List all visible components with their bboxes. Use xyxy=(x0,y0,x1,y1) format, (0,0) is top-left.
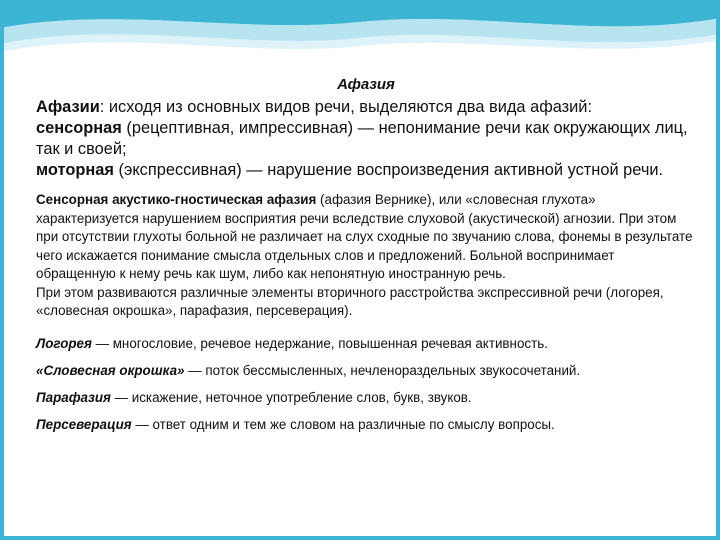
acoustic-paragraph-2: При этом развиваются различные элементы вторичного расстройства экспрессивной речи (логорея, «словесная окрошка», парафазия, персеверация). xyxy=(36,284,664,318)
acoustic-paragraph xyxy=(36,191,696,284)
definition-term: «Словесная окрошка» xyxy=(36,362,185,378)
definition-item xyxy=(36,362,696,380)
definition-item xyxy=(36,335,696,353)
motor-text: (экспрессивная) — нарушение воспроизведения активной устной речи. xyxy=(113,161,664,179)
definition-term: Персеверация xyxy=(36,416,132,432)
sensory-term: сенсорная xyxy=(36,119,122,137)
definition-text: — искажение, неточное употребление слов, букв, звуков. xyxy=(110,389,472,405)
slide-title: Афазия xyxy=(337,76,395,93)
left-border xyxy=(0,0,4,540)
acoustic-text: (афазия Вернике), или «словесная глухота» характеризуется нарушением восприятия речи вследствие слуховой (акустической) агнозии. При этом при отсутствии глухоты больной не различает на слух сходные по звучанию слова, фонемы в результате чего искажается понимание смысла отдельных слов и предложений. Больной воспринимает обращенную к нему речь как шум, либо как непонятную иностранную речь. xyxy=(36,192,693,281)
definition-item xyxy=(36,416,696,434)
acoustic-block xyxy=(36,191,696,321)
definition-term: Логорея xyxy=(36,335,92,351)
definition-term: Парафазия xyxy=(36,389,111,405)
definition-text: — ответ одним и тем же словом на различные по смыслу вопросы. xyxy=(131,416,555,432)
definition-item xyxy=(36,389,696,407)
motor-term: моторная xyxy=(36,161,114,179)
acoustic-term: Сенсорная акустико-гностическая афазия xyxy=(36,192,317,207)
intro-paragraph xyxy=(36,97,696,118)
bottom-border xyxy=(0,536,720,540)
slide-content xyxy=(36,76,696,434)
wave-decoration xyxy=(0,0,720,80)
definition-text: — поток бессмысленных, нечленораздельных звукосочетаний. xyxy=(184,362,581,378)
definition-text: — многословие, речевое недержание, повышенная речевая активность. xyxy=(91,335,548,351)
sensory-text: (рецептивная, импрессивная) — непонимание речи как окружающих лиц, так и своей; xyxy=(36,119,688,158)
intro-text: : исходя из основных видов речи, выделяются два вида афазий: xyxy=(99,98,593,116)
motor-paragraph xyxy=(36,160,696,181)
sensory-paragraph xyxy=(36,118,696,160)
right-border xyxy=(716,0,720,540)
intro-term: Афазии xyxy=(36,98,100,116)
